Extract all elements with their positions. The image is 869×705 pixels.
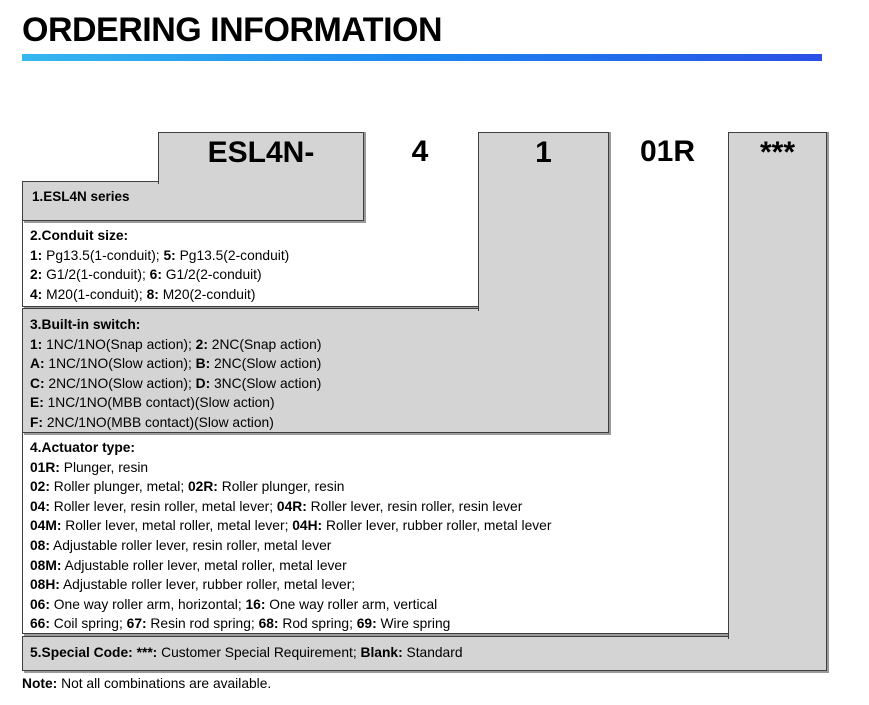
actuator-type-box bbox=[22, 431, 730, 634]
accent-bar bbox=[22, 54, 822, 61]
conduit-size-heading: 2.Conduit size: bbox=[30, 228, 129, 243]
built-in-switch-line: C: 2NC/1NO(Slow action); D: 3NC(Slow action) bbox=[30, 375, 322, 391]
actuator-type-line: 01R: Plunger, resin bbox=[30, 459, 149, 475]
built-in-switch-line: A: 1NC/1NO(Slow action); B: 2NC(Slow action) bbox=[30, 356, 322, 372]
part-special-column bbox=[728, 132, 827, 639]
part-series-value: ESL4N- bbox=[207, 136, 315, 169]
part-conduit-value: 4 bbox=[411, 135, 429, 168]
conduit-size-box bbox=[22, 219, 479, 307]
built-in-switch-heading: 3.Built-in switch: bbox=[30, 317, 141, 332]
part-special-value: *** bbox=[759, 136, 796, 169]
conduit-size-line: 2: G1/2(1-conduit); 6: G1/2(2-conduit) bbox=[30, 267, 262, 283]
page-title: ORDERING INFORMATION bbox=[22, 11, 443, 49]
note: Note: Not all combinations are available. bbox=[22, 676, 272, 691]
actuator-type-line: 08H: Adjustable roller lever, rubber roller, metal lever; bbox=[30, 577, 356, 593]
series-label-box bbox=[22, 181, 364, 221]
built-in-switch-box bbox=[22, 308, 609, 433]
actuator-type-line: 04M: Roller lever, metal roller, metal lever; 04H: Roller lever, rubber roller, metal lever bbox=[30, 518, 552, 534]
part-series-box bbox=[158, 132, 364, 184]
series-label: 1.ESL4N series bbox=[32, 189, 130, 204]
conduit-size-line: 4: M20(1-conduit); 8: M20(2-conduit) bbox=[30, 286, 256, 302]
part-switch-value: 1 bbox=[535, 136, 552, 169]
actuator-type-heading: 4.Actuator type: bbox=[30, 440, 136, 455]
built-in-switch-line: E: 1NC/1NO(MBB contact)(Slow action) bbox=[30, 395, 275, 411]
actuator-type-line: 08M: Adjustable roller lever, metal roller, metal lever bbox=[30, 557, 347, 573]
actuator-type-line: 06: One way roller arm, horizontal; 16: One way roller arm, vertical bbox=[30, 596, 438, 612]
special-code-line: 5.Special Code: ***: Customer Special Requirement; Blank: Standard bbox=[30, 645, 463, 660]
actuator-type-line: 08: Adjustable roller lever, resin roller, metal lever bbox=[30, 537, 332, 553]
built-in-switch-line: F: 2NC/1NO(MBB contact)(Slow action) bbox=[30, 414, 274, 430]
built-in-switch-line: 1: 1NC/1NO(Snap action); 2: 2NC(Snap action) bbox=[30, 336, 322, 352]
actuator-type-line: 66: Coil spring; 67: Resin rod spring; 68: Rod spring; 69: Wire spring bbox=[30, 616, 451, 632]
part-actuator-value: 01R bbox=[639, 135, 696, 168]
actuator-type-line: 04: Roller lever, resin roller, metal lever; 04R: Roller lever, resin roller, resin lever bbox=[30, 498, 523, 514]
actuator-type-line: 02: Roller plunger, metal; 02R: Roller plunger, resin bbox=[30, 479, 345, 495]
conduit-size-line: 1: Pg13.5(1-conduit); 5: Pg13.5(2-conduit) bbox=[30, 247, 290, 263]
part-switch-column bbox=[478, 132, 609, 311]
special-code-box bbox=[22, 636, 827, 671]
